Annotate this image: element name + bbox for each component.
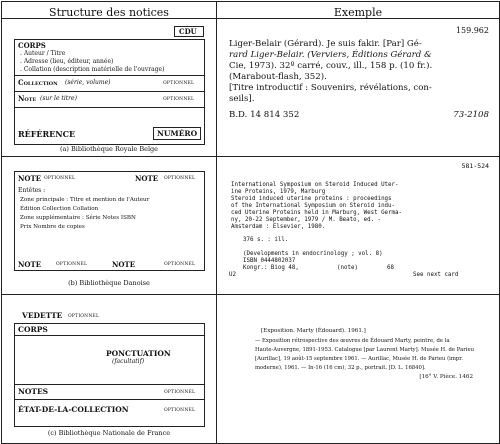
cdu-value: 159.962	[455, 26, 489, 35]
corps-label: CORPS	[18, 325, 48, 334]
cdu-box: CDU	[174, 26, 204, 37]
collection-label: Collection	[18, 78, 58, 87]
entetes-label: Entêtes :	[18, 187, 46, 194]
belge-example: 159.962 Liger-Belair (Gérard). Je suis fakir. [Par] Gé- rard Liger-Belair. (Verviers, Éditions Gérard & Cie, 1973). 32º carré, couv., ill., 158 p. (10 fr.). (Marabout-flash, 352). [Titre introductif : Souvenirs, révélations, con- seils]. B.D. 14 814 352 73-2108	[229, 26, 489, 120]
notes-label: NOTES	[18, 387, 49, 396]
danoise-structure: NOTE OPTIONNEL NOTE OPTIONNEL Entêtes : Zone principale : Titre et mention de l'Auteur Édition Collection Collation Zone supplémentaire : Série Notes ISBN Prix Nombre de copies NOTE OPTIONNEL NOTE OPTIONNEL (b) Bibliothèque Danoise	[2, 157, 216, 294]
collection-hint: (série, volume)	[65, 79, 111, 86]
corps-label: CORPS	[18, 41, 46, 50]
ponctuation-label: PONCTUATION	[106, 349, 171, 358]
note-hint: (sur le titre)	[40, 95, 77, 102]
header-example: Exemple	[333, 6, 383, 19]
danoise-card-frame	[14, 171, 205, 271]
belge-structure	[2, 19, 216, 156]
france-example: [Exposition. Marty (Édouard). 1961.] — Exposition rétrospective des œuvres de Édouard Marty, peintre, de la Haute-Auvergne, 1891-1953. Catalogue [par Laurent Marty]. Musée H. de Parieu [Aurillac], 19 août-15 septembre 1961. — Aurillac, Musée H. de Parieu (impr. moderne), 1961. — In-16 (16 cm), 32 p., portrait. [D. L. 16840]. [16° V. Pièce. 1462	[255, 328, 474, 380]
header-structure: Structure des notices	[49, 6, 169, 19]
caption-danoise: (b) Bibliothèque Danoise	[68, 279, 150, 287]
france-structure: VEDETTE OPTIONNEL CORPS PONCTUATION (facultatif) NOTES OPTIONNEL ÉTAT-DE-LA-COLLECTION OPTIONNEL (c) Bibliothèque Nationale de France	[2, 295, 216, 443]
comparison-table	[1, 1, 500, 444]
note-label: Note	[18, 94, 37, 103]
etat-label: ÉTAT-DE-LA-COLLECTION	[18, 405, 129, 414]
optionnel-label: OPTIONNEL	[163, 97, 195, 102]
numero-box: NUMÉRO	[153, 127, 201, 140]
corps-item-3: . Collation (description matérielle de l'ouvrage)	[20, 66, 165, 73]
corps-item-2: . Adresse (lieu, éditeur, année)	[20, 58, 114, 65]
record-number: 73-2108	[453, 110, 489, 120]
corps-item-1: . Auteur / Titre	[20, 50, 66, 57]
caption-belge: (a) Bibliothèque Royale Belge	[59, 145, 159, 153]
reference-label: RÉFÉRENCE	[18, 129, 76, 139]
danoise-example: 581-524 International Symposium on Steroid Induced Uter- ine Proteins, 1979, Marburg Steroid induced uterine proteins : proceedings of the International Symposium on Steroid indu- ced Uterine Proteins held in Marburg, West Germa- ny, 20-22 September, 1979 / M. Beato, ed. - Amsterdam : Elsevier, 1980. 376 s. : ill. (Developments in endocrinology ; vol. 8) ISBN 0444802037 Kongr.: Biog 48, (note) 68 U2 See next card	[229, 162, 489, 278]
optionnel-label: OPTIONNEL	[163, 81, 195, 86]
caption-france: (c) Bibliothèque Nationale de France	[47, 429, 171, 437]
bd-number: B.D. 14 814 352	[229, 110, 300, 120]
vedette-label: VEDETTE	[22, 311, 63, 320]
